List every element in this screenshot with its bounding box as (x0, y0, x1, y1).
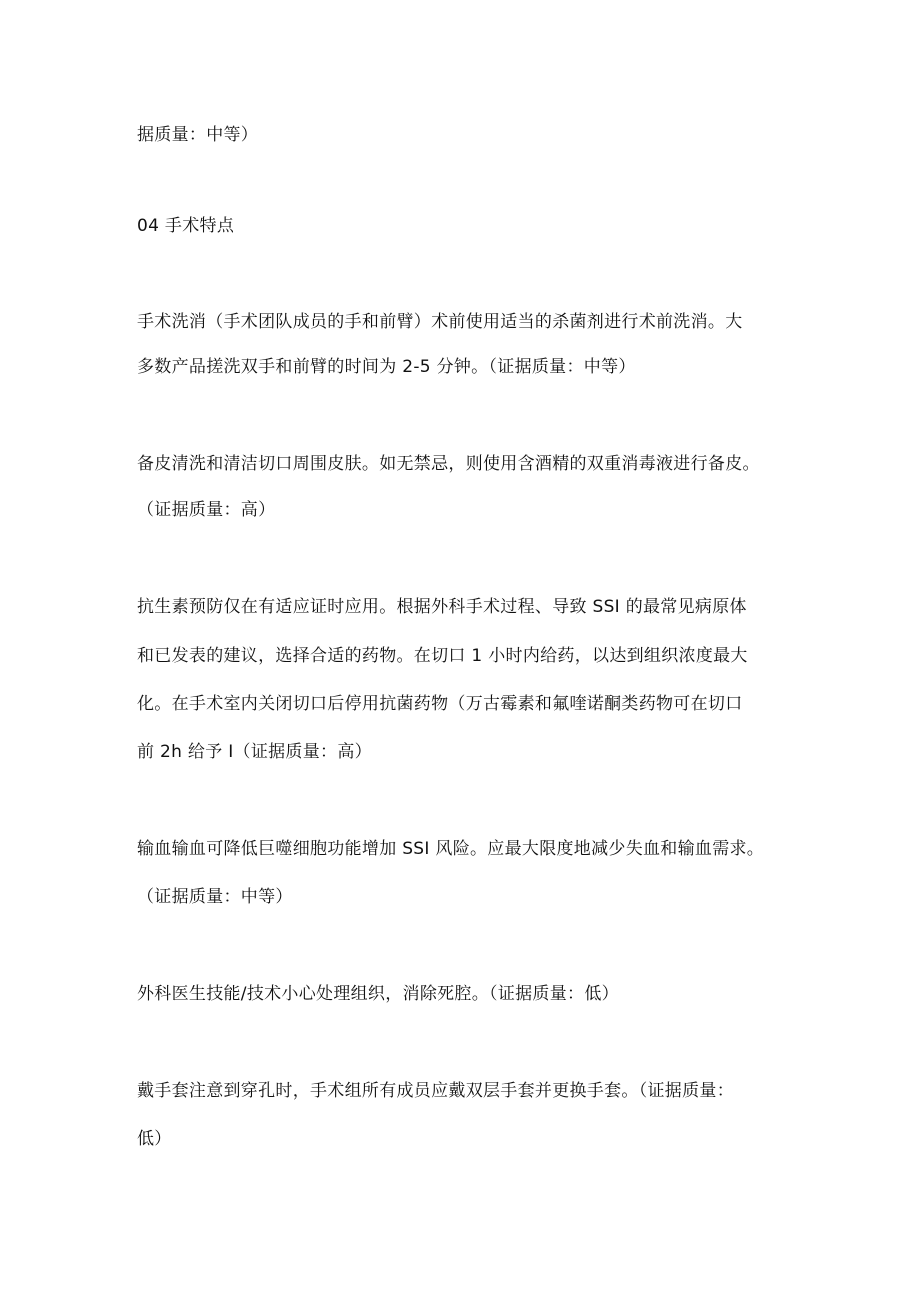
paragraph-line: （证据质量：高） (137, 500, 276, 520)
paragraph-line: 多数产品搓洗双手和前臂的时间为 2-5 分钟。（证据质量：中等） (137, 357, 636, 377)
paragraph-line: 手术洗消（手术团队成员的手和前臂）术前使用适当的杀菌剂进行术前洗消。大 (137, 312, 743, 332)
paragraph-line: 低） (137, 1129, 172, 1149)
paragraph-line: 备皮清洗和清洁切口周围皮肤。如无禁忌，则使用含酒精的双重消毒液进行备皮。 (137, 454, 760, 474)
paragraph-line: 抗生素预防仅在有适应证时应用。根据外科手术过程、导致 SSI 的最常见病原体 (137, 597, 747, 617)
section-heading: 04 手术特点 (137, 216, 235, 236)
paragraph-line: 输血输血可降低巨噬细胞功能增加 SSI 风险。应最大限度地减少失血和输血需求。 (137, 839, 765, 859)
paragraph-continuation: 据质量：中等） (137, 125, 259, 145)
paragraph-line: 和已发表的建议，选择合适的药物。在切口 1 小时内给药，以达到组织浓度最大 (137, 646, 748, 666)
paragraph-line: 戴手套注意到穿孔时，手术组所有成员应戴双层手套并更换手套。（证据质量： (137, 1081, 734, 1101)
paragraph-line: 化。在手术室内关闭切口后停用抗菌药物（万古霉素和氟喹诺酮类药物可在切口 (137, 694, 743, 714)
paragraph-line: 前 2h 给予 I（证据质量：高） (137, 742, 372, 762)
paragraph-line: 外科医生技能/技术小心处理组织，消除死腔。（证据质量：低） (137, 984, 619, 1004)
paragraph-line: （证据质量：中等） (137, 887, 293, 907)
